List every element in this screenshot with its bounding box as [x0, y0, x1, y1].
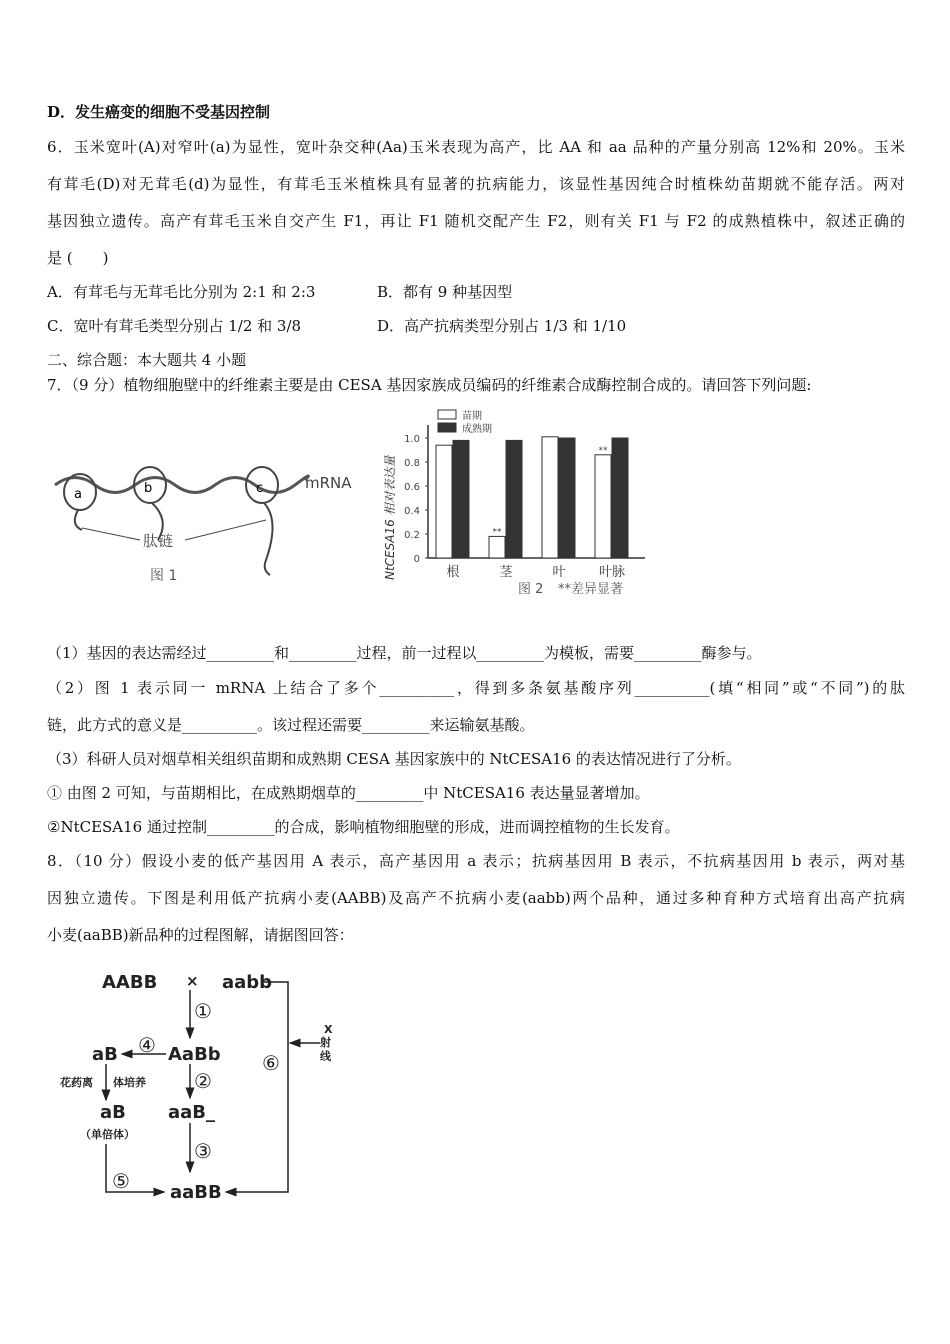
fig2-note: **差异显著: [558, 582, 624, 597]
chain-label: 肽链: [143, 532, 174, 550]
step-2: ②: [194, 1069, 212, 1093]
q7-line: （1）基因的表达需经过_________和_________过程，前一过程以_________为模板，需要_________酶参与。: [47, 644, 762, 662]
q7-line: （2）图 1 表示同一 mRNA 上结合了多个__________，得到多条氨基酸序列__________(填“相同”或“不同”)的肽: [47, 679, 905, 697]
ribosome-b-label: b: [144, 481, 153, 496]
q6-option-a: A．有茸毛与无茸毛比分别为 2:1 和 2:3: [47, 283, 316, 301]
gamete-ab: aB: [92, 1044, 118, 1065]
x-tick-label: 叶: [552, 565, 566, 580]
step-4: ④: [138, 1033, 156, 1057]
cross-symbol: ×: [186, 972, 199, 990]
y-tick-label: 0.2: [404, 530, 420, 541]
anther-label: 花药离: [60, 1076, 93, 1089]
step-3: ③: [194, 1139, 212, 1163]
y-axis-label: NtCESA16 相对表达量: [383, 455, 397, 580]
y-tick-label: 0: [413, 554, 420, 565]
legend-label: 苗期: [462, 411, 482, 422]
q6-option-c: C．宽叶有茸毛类型分别占 1/2 和 3/8: [47, 317, 302, 335]
peptide-chain: [75, 510, 82, 530]
result-aabb: aaBB: [170, 1182, 222, 1200]
legend-label: 成熟期: [462, 424, 492, 435]
bar-成熟期: [559, 438, 575, 558]
fig2-caption: 图 2: [518, 582, 544, 597]
xray-label: 线: [320, 1050, 331, 1063]
q7-line: （3）科研人员对烟草相关组织苗期和成熟期 CESA 基因家族中的 NtCESA16 的表达情况进行了分析。: [47, 750, 741, 768]
q6-line: 6．玉米宽叶(A)对窄叶(a)为显性，宽叶杂交种(Aa)玉米表现为高产，比 AA 和 aa 品种的产量分别高 12%和 20%。玉米: [47, 138, 905, 156]
bar-成熟期: [612, 438, 628, 558]
significance-mark: **: [598, 445, 608, 456]
culture-label: 体培养: [113, 1076, 146, 1089]
peptide-chain: [264, 503, 273, 575]
q6-option-d: D．高产抗病类型分别占 1/3 和 1/10: [377, 317, 627, 335]
legend-swatch: [438, 423, 456, 432]
x-tick-label: 茎: [499, 565, 513, 580]
q6-line: 有茸毛(D)对无茸毛(d)为显性，有茸毛玉米植株具有显著的抗病能力，该显性基因纯合时植株幼苗期就不能存活。两对: [47, 175, 905, 193]
ribosome-a-label: a: [74, 487, 82, 502]
mrna-label: mRNA: [305, 474, 352, 492]
q8-line: 小麦(aaBB)新品种的过程图解，请据图回答：: [47, 926, 354, 944]
q7-line: ②NtCESA16 通过控制_________的合成，影响植物细胞壁的形成，进而调控植物的生长发育。: [47, 818, 680, 836]
breeding-diagram: [50, 960, 350, 1200]
q6-line: 是 ( ): [47, 249, 109, 267]
step-5: ⑤: [112, 1169, 130, 1193]
fig1-caption: 图 1: [150, 568, 178, 584]
step-6: ⑥: [262, 1051, 280, 1075]
q8-line: 因独立遗传。下图是利用低产抗病小麦(AABB)及高产不抗病小麦(aabb)两个品种，通过多种育种方式培育出高产抗病: [47, 889, 905, 907]
mrna-strand: [55, 476, 308, 493]
q7-line: ① 由图 2 可知，与苗期相比，在成熟期烟草的_________中 NtCESA16 表达量显著增加。: [47, 784, 650, 802]
x-tick-label: 根: [446, 565, 460, 580]
q8-line: 8．（10 分）假设小麦的低产基因用 A 表示，高产基因用 a 表示；抗病基因用 B 表示，不抗病基因用 b 表示，两对基: [47, 852, 905, 870]
bar-成熟期: [453, 440, 469, 558]
bar-苗期: [489, 536, 505, 558]
q5-option-d: D．发生癌变的细胞不受基因控制: [47, 103, 271, 121]
haploid-note: （单倍体）: [80, 1128, 135, 1141]
xray-label: X: [324, 1023, 333, 1036]
bar-苗期: [542, 437, 558, 558]
y-tick-label: 1.0: [404, 434, 420, 445]
xray-label: 射: [320, 1036, 331, 1049]
q7-stem: 7．（9 分）植物细胞壁中的纤维素主要是由 CESA 基因家族成员编码的纤维素合成酶控制合成的。请回答下列问题:: [47, 376, 812, 394]
x-tick-label: 叶脉: [598, 565, 626, 580]
parent-aabb-lower: aabb: [222, 972, 273, 993]
bar-苗期: [436, 445, 452, 558]
q7-line: 链，此方式的意义是__________。该过程还需要_________来运输氨基酸。: [47, 716, 535, 734]
y-tick-label: 0.6: [404, 482, 420, 493]
parent-aabb-upper: AABB: [102, 972, 158, 993]
ribosome-c-label: c: [256, 481, 264, 496]
aab-intermediate: aaB_: [168, 1102, 216, 1123]
step-1: ①: [194, 999, 212, 1023]
figure-2-chart: [370, 400, 660, 600]
f1-aabb: AaBb: [168, 1044, 221, 1065]
y-tick-label: 0.4: [404, 506, 420, 517]
section-title: 二、综合题：本大题共 4 小题: [47, 351, 247, 369]
haploid-ab: aB: [100, 1102, 126, 1123]
significance-mark: **: [492, 527, 502, 538]
bar-成熟期: [506, 440, 522, 558]
q6-line: 基因独立遗传。高产有茸毛玉米自交产生 F1，再让 F1 随机交配产生 F2，则有关 F1 与 F2 的成熟植株中，叙述正确的: [47, 212, 905, 230]
bar-苗期: [595, 455, 611, 558]
legend-swatch: [438, 410, 456, 419]
figure-1: [40, 400, 370, 600]
q6-option-b: B．都有 9 种基因型: [377, 283, 513, 301]
y-tick-label: 0.8: [404, 458, 420, 469]
